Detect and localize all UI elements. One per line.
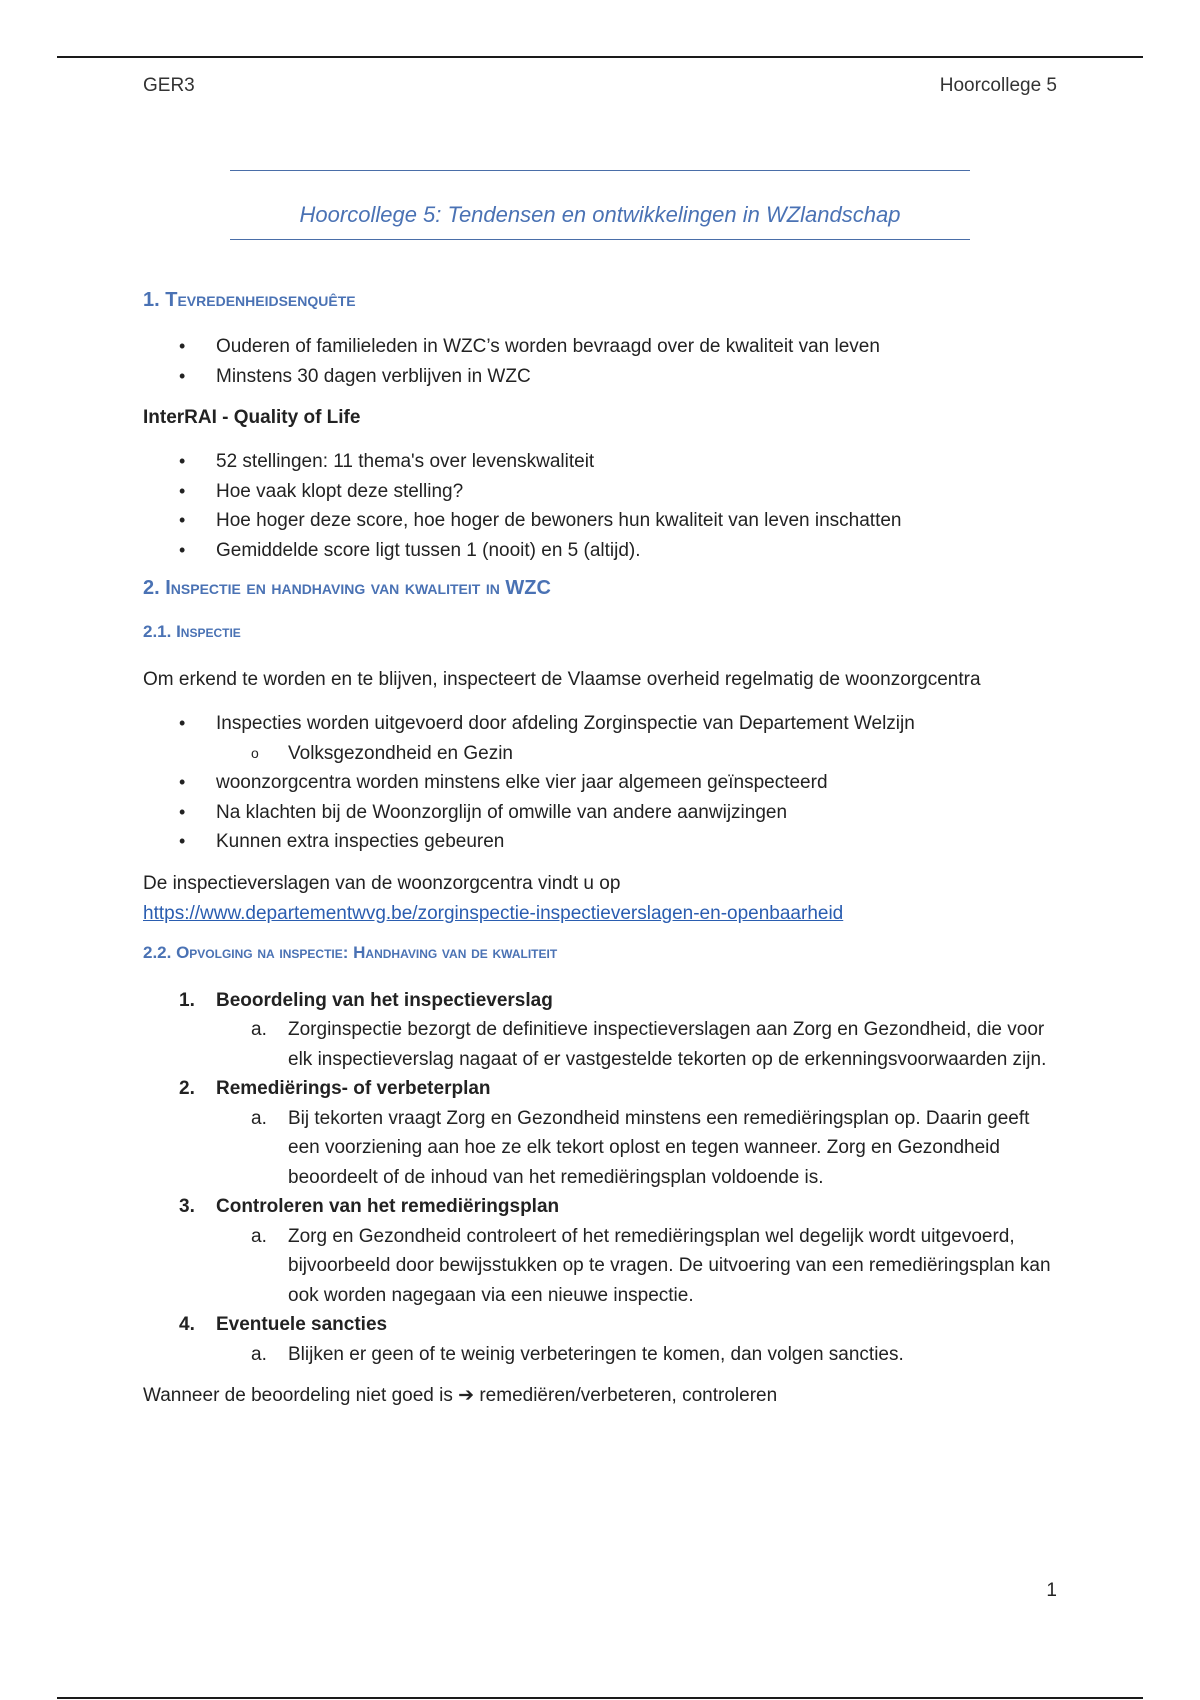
bullet-list-interrai: [143, 447, 1063, 565]
list-item: • Hoe hoger deze score, hoe hoger de bewoners hun kwaliteit van leven inschatten: [143, 506, 1063, 536]
item-detail: [143, 1104, 1063, 1193]
bullet-list-survey: [143, 332, 1063, 391]
detail-marker: a.: [251, 1019, 267, 1040]
list-item: • Na klachten bij de Woonzorglijn of omwille van andere aanwijzingen: [143, 798, 1063, 828]
list-item: • 52 stellingen: 11 thema's over levenskwaliteit: [143, 447, 1063, 477]
item-detail: [143, 1222, 1063, 1311]
numbered-list-follow-up: [143, 986, 1063, 1370]
item-number: 3.: [179, 1196, 195, 1217]
bottom-rule: [57, 1697, 1143, 1699]
bullet-list-inspection: [143, 709, 1063, 857]
detail-marker: a.: [251, 1107, 267, 1129]
item-title: Remediërings- of verbeterplan: [216, 1078, 491, 1099]
right-arrow-icon: ➔: [458, 1385, 475, 1406]
closing-note: [143, 1381, 1063, 1411]
document-title: Hoorcollege 5: Tendensen en ontwikkelingen in WZlandschap: [299, 202, 901, 227]
section-heading-satisfaction-survey: 1. Tevredenheidsenquête: [143, 289, 356, 311]
section-heading-inspection: 2. Inspectie en handhaving van kwaliteit in WZC: [143, 577, 551, 599]
list-item: • Minstens 30 dagen verblijven in WZC: [143, 362, 1063, 392]
page-number: 1: [1046, 1580, 1057, 1601]
item-number: 1.: [179, 989, 195, 1011]
list-item: • Gemiddelde score ligt tussen 1 (nooit) en 5 (altijd).: [143, 536, 1063, 566]
inspection-reports-link[interactable]: https://www.departementwvg.be/zorginspectie-inspectieverslagen-en-openbaarheid: [143, 902, 844, 924]
detail-text: Zorg en Gezondheid controleert of het remediëringsplan wel degelijk wordt uitgevoerd, bijvoorbeeld door bewijsstukken op te vragen. De uitvoering van een remediëringsplan kan ook worden nagegaan via een nieuwe inspectie.: [288, 1225, 1051, 1306]
detail-text: Zorginspectie bezorgt de definitieve inspectieverslagen aan Zorg en Gezondheid, die voor elk inspectieverslag nagaat of er vastgestelde tekorten op de erkenningsvoorwaarden zijn.: [288, 1019, 1047, 1070]
subsection-heading-inspection: 2.1. Inspectie: [143, 622, 241, 641]
header-lecture: Hoorcollege 5: [939, 75, 1057, 96]
numbered-item: [143, 1310, 1063, 1369]
list-item: • Inspecties worden uitgevoerd door afdeling Zorginspectie van Departement Welzijn: [143, 709, 1063, 739]
subheading-interrai: InterRAI - Quality of Life: [143, 407, 361, 428]
closing-result: remediëren/verbeteren, controleren: [479, 1385, 778, 1406]
item-title: Eventuele sancties: [216, 1314, 388, 1335]
list-item: • woonzorgcentra worden minstens elke vier jaar algemeen geïnspecteerd: [143, 768, 1063, 798]
numbered-item: [143, 1192, 1063, 1310]
list-item: • Hoe vaak klopt deze stelling?: [143, 477, 1063, 507]
numbered-item: [143, 986, 1063, 1075]
document-body: [143, 289, 1063, 1425]
header-course-code: GER3: [143, 75, 195, 96]
item-title: Beoordeling van het inspectieverslag: [216, 989, 553, 1011]
detail-text: Blijken er geen of te weinig verbeteringen te komen, dan volgen sancties.: [288, 1343, 904, 1365]
list-item: • Kunnen extra inspecties gebeuren: [143, 827, 1063, 857]
closing-text: Wanneer de beoordeling niet goed is: [143, 1385, 453, 1406]
item-number: 2.: [179, 1078, 195, 1099]
title-rule-top: [230, 170, 970, 171]
detail-marker: a.: [251, 1225, 267, 1247]
inspection-reports-paragraph: [143, 869, 1063, 929]
list-item: • Ouderen of familieleden in WZC’s worden bevraagd over de kwaliteit van leven: [143, 332, 1063, 362]
item-number: 4.: [179, 1314, 195, 1335]
title-rule-bottom: [230, 239, 970, 240]
inspection-reports-text: De inspectieverslagen van de woonzorgcentra vindt u op: [143, 872, 621, 894]
item-detail: [143, 1340, 1063, 1370]
item-detail: [143, 1015, 1063, 1074]
detail-marker: a.: [251, 1343, 267, 1365]
inspection-intro: Om erkend te worden en te blijven, inspecteert de Vlaamse overheid regelmatig de woonzorgcentra: [143, 669, 981, 690]
detail-text: Bij tekorten vraagt Zorg en Gezondheid minstens een remediëringsplan op. Daarin geeft een voorziening aan hoe ze elk tekort oplost en tegen wanneer. Zorg en Gezondheid beoordeelt of de inhoud van het remediëringsplan voldoende is.: [288, 1107, 1030, 1188]
numbered-item: [143, 1074, 1063, 1192]
item-title: Controleren van het remediëringsplan: [216, 1196, 560, 1217]
list-subitem: o Volksgezondheid en Gezin: [143, 739, 1063, 769]
top-rule: [57, 56, 1143, 58]
subsection-heading-follow-up: 2.2. Opvolging na inspectie: Handhaving van de kwaliteit: [143, 942, 558, 962]
